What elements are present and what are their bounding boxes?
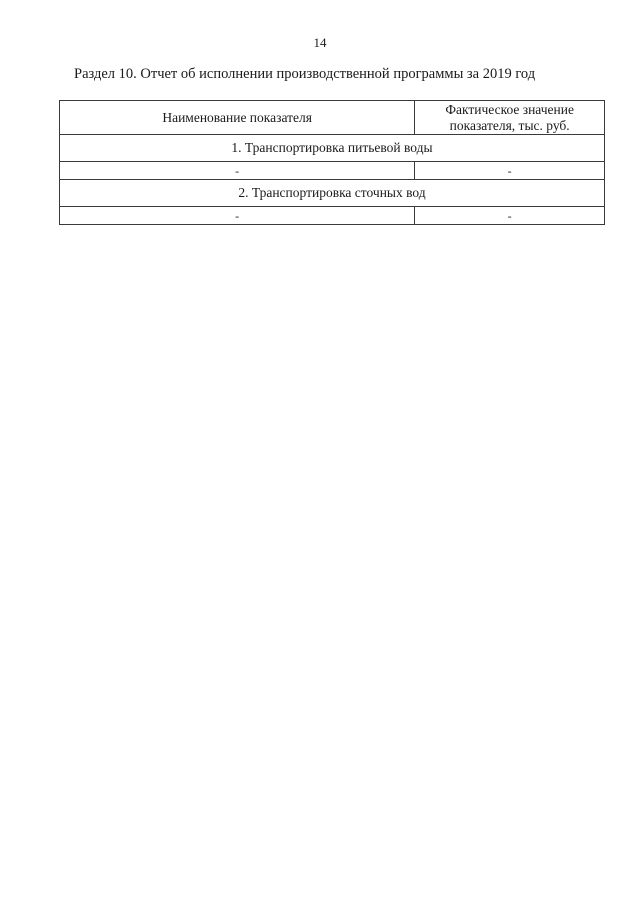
- row-indicator-name: -: [60, 207, 415, 225]
- group-title: 1. Транспортировка питьевой воды: [60, 135, 605, 162]
- row-actual-value: -: [415, 207, 605, 225]
- group-row-wastewater: [60, 180, 605, 207]
- header-indicator-name: Наименование показателя: [60, 101, 415, 135]
- table-row: [60, 162, 605, 180]
- section-title: Раздел 10. Отчет об исполнении производственной программы за 2019 год: [74, 66, 536, 82]
- page-number: 14: [313, 35, 327, 50]
- table-row: [60, 207, 605, 225]
- group-title: 2. Транспортировка сточных вод: [60, 180, 605, 207]
- header-actual-value: Фактическое значение показателя, тыс. руб.: [415, 101, 605, 135]
- row-indicator-name: -: [60, 162, 415, 180]
- row-actual-value: -: [415, 162, 605, 180]
- report-table: [59, 100, 605, 225]
- group-row-drinking-water: [60, 135, 605, 162]
- table-header-row: [60, 101, 605, 135]
